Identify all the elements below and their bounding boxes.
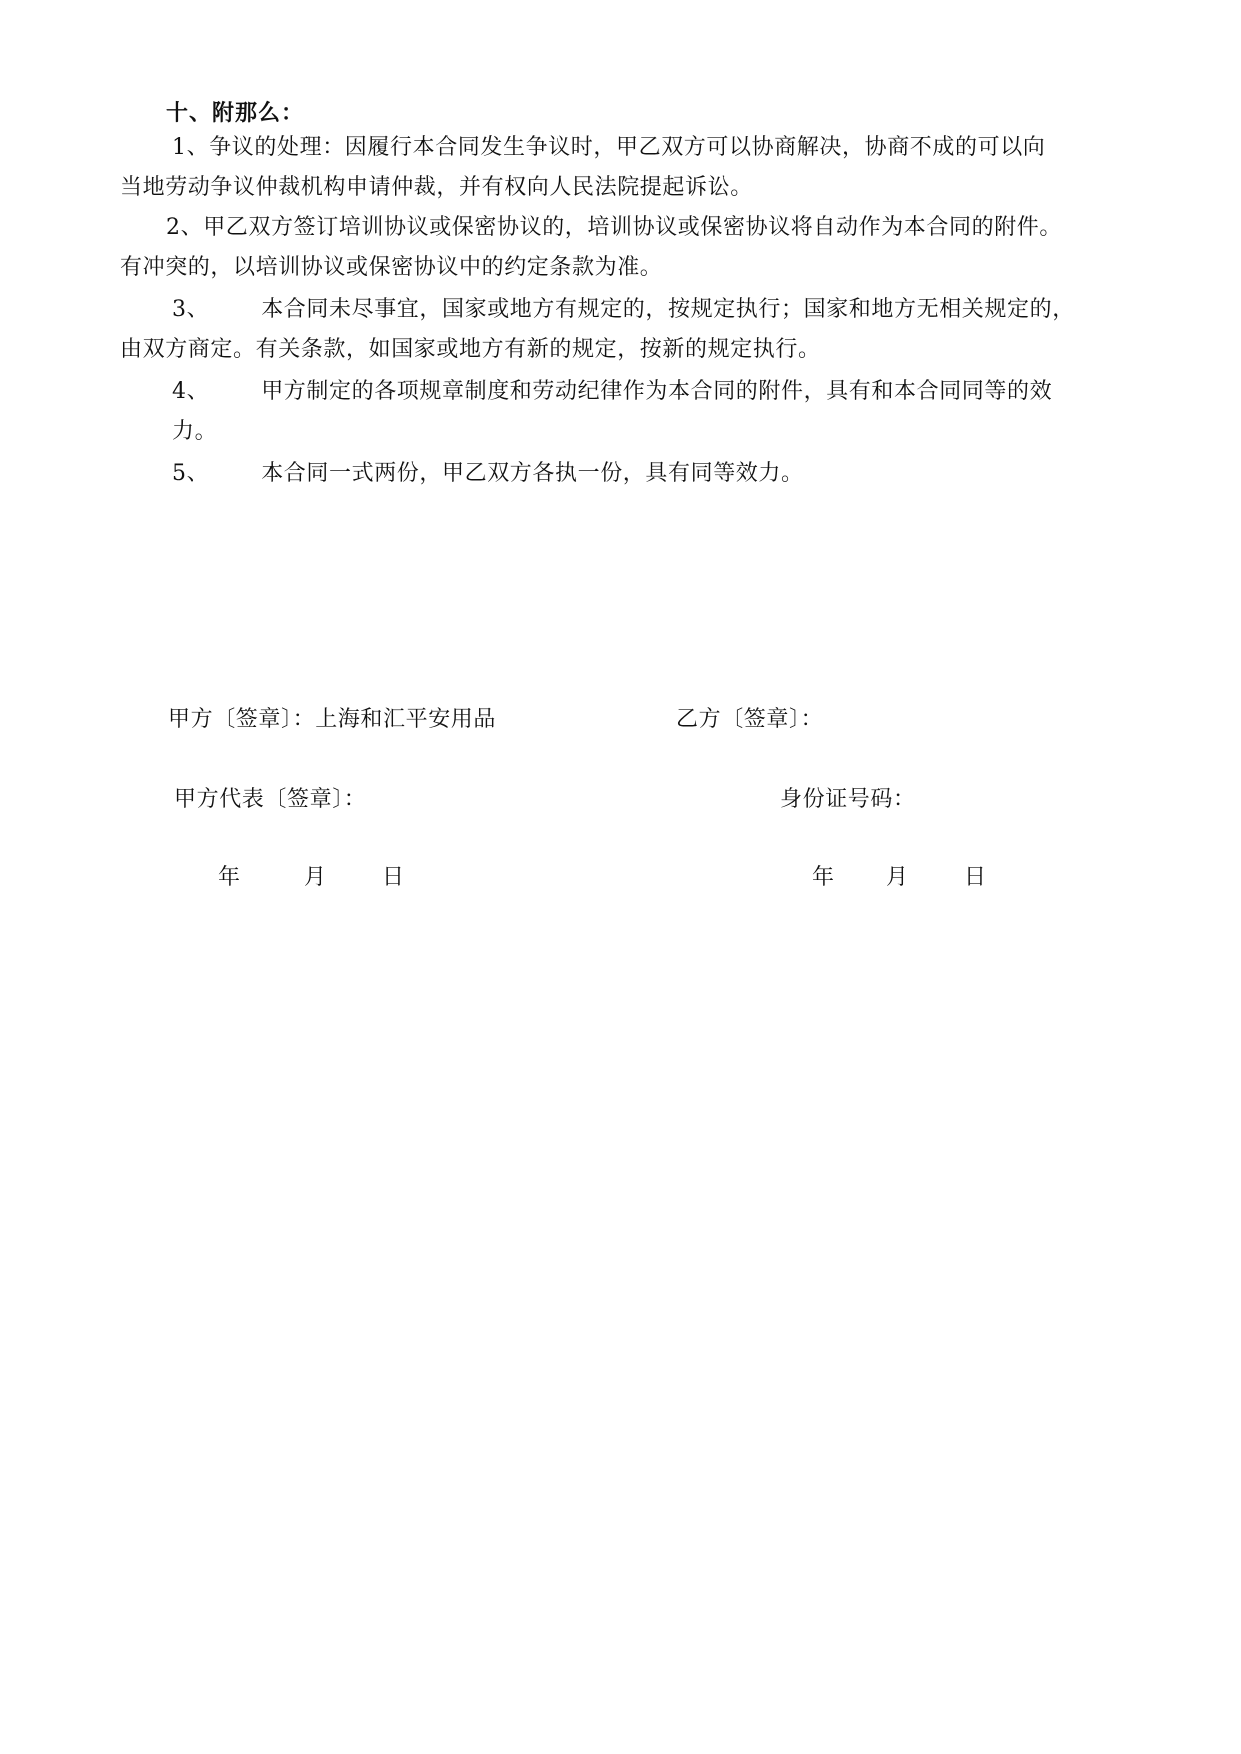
clause-2-number: 2、 bbox=[166, 215, 204, 240]
party-a-date-month: 月 bbox=[304, 865, 327, 890]
party-b-date bbox=[812, 860, 987, 891]
clause-1-line-1: 争议的处理：因履行本合同发生争议时，甲乙双方可以协商解决，协商不成的可以向 bbox=[209, 135, 1046, 160]
clause-4-number: 4、 bbox=[172, 379, 210, 404]
clause-5-line-1: 本合同一式两份，甲乙双方各执一份，具有同等效力。 bbox=[261, 461, 804, 486]
clause-4-line-2: 力。 bbox=[172, 419, 218, 444]
clause-3 bbox=[120, 290, 1132, 370]
party-a-date-year: 年 bbox=[218, 865, 241, 890]
party-b-signature-label: 乙方〔签章〕： bbox=[676, 707, 824, 732]
clause-1-line-2: 当地劳动争议仲裁机构申请仲裁，并有权向人民法院提起诉讼。 bbox=[120, 175, 753, 200]
clause-3-number: 3、 bbox=[172, 297, 210, 322]
party-a-representative-label: 甲方代表〔签章〕： bbox=[174, 787, 367, 812]
party-b-date-day: 日 bbox=[964, 865, 987, 890]
party-a-date-day: 日 bbox=[382, 865, 405, 890]
clause-1 bbox=[120, 128, 1132, 208]
party-b-id-number-label: 身份证号码： bbox=[780, 787, 916, 812]
clause-3-line-2: 由双方商定。有关条款，如国家或地方有新的规定，按新的规定执行。 bbox=[120, 337, 821, 362]
party-b-date-year: 年 bbox=[812, 865, 835, 890]
clause-4 bbox=[120, 372, 1132, 452]
party-b-date-month: 月 bbox=[886, 865, 909, 890]
section-heading: 十、附那么： bbox=[166, 100, 305, 126]
clause-4-line-1: 甲方制定的各项规章制度和劳动纪律作为本合同的附件，具有和本合同同等的效 bbox=[261, 379, 1053, 404]
party-a-date bbox=[218, 860, 405, 891]
clause-2-line-2: 有冲突的，以培训协议或保密协议中的约定条款为准。 bbox=[120, 255, 663, 280]
clause-2-line-1: 甲乙双方签订培训协议或保密协议的，培训协议或保密协议将自动作为本合同的附件。 bbox=[203, 215, 1063, 240]
clause-1-number: 1、 bbox=[172, 135, 210, 160]
clause-5-number: 5、 bbox=[172, 461, 210, 486]
clause-2 bbox=[120, 208, 1132, 288]
clause-3-line-1: 本合同未尽事宜，国家或地方有规定的，按规定执行；国家和地方无相关规定的， bbox=[261, 297, 1075, 322]
party-a-signature-label: 甲方〔签章〕：上海和汇平安用品 bbox=[168, 707, 497, 732]
clause-5 bbox=[120, 454, 1132, 494]
